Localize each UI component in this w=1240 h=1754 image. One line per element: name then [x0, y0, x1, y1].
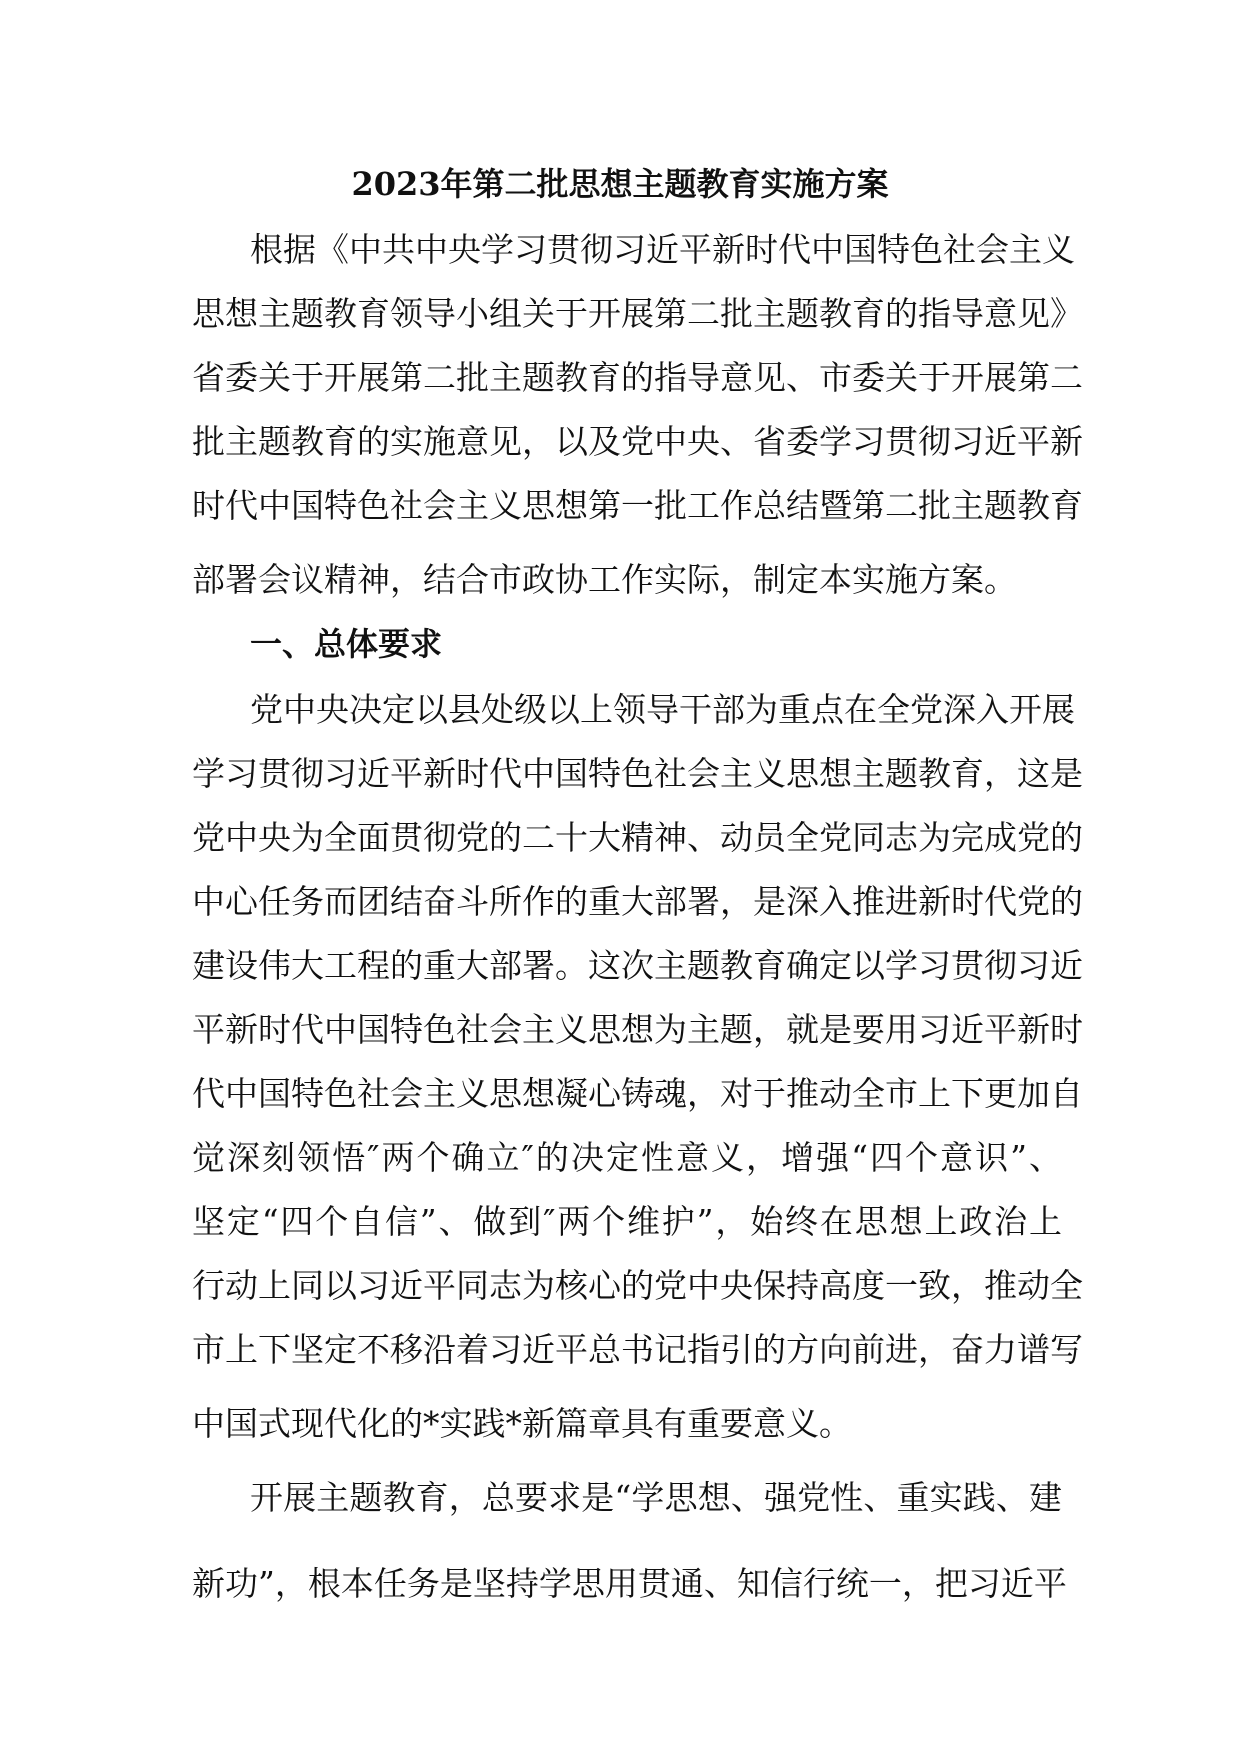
paragraph-line: 思想主题教育领导小组关于开展第二批主题教育的指导意见》 — [192, 294, 1083, 333]
paragraph-line: 觉深刻领悟″两个确立″的决定性意义，增强“四个意识”、 — [192, 1138, 1062, 1177]
paragraph-line: 党中央为全面贯彻党的二十大精神、动员全党同志为完成党的 — [192, 818, 1083, 857]
paragraph-line: 省委关于开展第二批主题教育的指导意见、市委关于开展第二 — [192, 358, 1083, 397]
paragraph-line: 代中国特色社会主义思想凝心铸魂，对于推动全市上下更加自 — [192, 1074, 1083, 1113]
paragraph-line: 批主题教育的实施意见，以及党中央、省委学习贯彻习近平新 — [192, 422, 1083, 461]
paragraph-line: 开展主题教育，总要求是“学思想、强党性、重实践、建 — [250, 1478, 1062, 1517]
paragraph-line: 市上下坚定不移沿着习近平总书记指引的方向前进，奋力谱写 — [192, 1330, 1083, 1369]
paragraph-line: 部署会议精神，结合市政协工作实际，制定本实施方案。 — [192, 560, 1017, 599]
paragraph-line: 中国式现代化的*实践*新篇章具有重要意义。 — [192, 1404, 852, 1443]
paragraph-line: 坚定“四个自信”、做到″两个维护”，始终在思想上政治上 — [192, 1202, 1062, 1241]
paragraph-line: 中心任务而团结奋斗所作的重大部署，是深入推进新时代党的 — [192, 882, 1083, 921]
section-heading: 一、总体要求 — [250, 625, 443, 663]
paragraph-line: 平新时代中国特色社会主义思想为主题，就是要用习近平新时 — [192, 1010, 1083, 1049]
paragraph-line: 行动上同以习近平同志为核心的党中央保持高度一致，推动全 — [192, 1266, 1083, 1305]
paragraph-line: 根据《中共中央学习贯彻习近平新时代中国特色社会主义 — [250, 230, 1075, 269]
paragraph-line: 时代中国特色社会主义思想第一批工作总结暨第二批主题教育 — [192, 486, 1083, 525]
paragraph-line: 新功”，根本任务是坚持学思用贯通、知信行统一，把习近平 — [192, 1564, 1067, 1603]
paragraph-line: 党中央决定以县处级以上领导干部为重点在全党深入开展 — [250, 690, 1075, 729]
paragraph-line: 学习贯彻习近平新时代中国特色社会主义思想主题教育，这是 — [192, 754, 1083, 793]
paragraph-line: 建设伟大工程的重大部署。这次主题教育确定以学习贯彻习近 — [192, 946, 1083, 985]
document-title: 2023年第二批思想主题教育实施方案 — [351, 165, 889, 203]
